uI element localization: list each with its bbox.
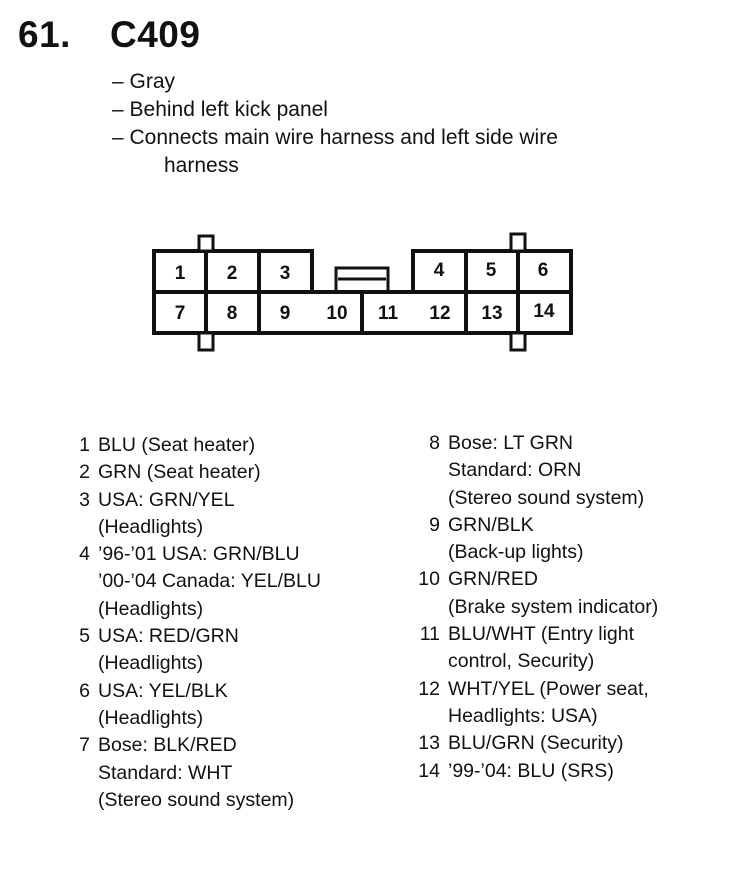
pin-description: Bose: BLK/RED (98, 734, 237, 757)
pin-number: 9 (429, 513, 440, 536)
pin-entry (60, 732, 390, 814)
pin-list-right (410, 430, 730, 785)
pin-number: 1 (79, 434, 90, 456)
pin-description: GRN/BLK (448, 513, 534, 536)
pin-description: ’99-’04: BLU (SRS) (448, 759, 614, 782)
pin-description: (Headlights) (98, 515, 204, 538)
guide-key-top-right (511, 234, 525, 251)
connector-code: C409 (110, 14, 201, 55)
pin-description: WHT/YEL (Power seat, (448, 677, 649, 700)
pin-number: 6 (79, 679, 90, 702)
pin-entry (410, 621, 730, 676)
pin-number: 12 (418, 677, 440, 700)
pin-label-9: 9 (279, 303, 291, 324)
pin-description: USA: YEL/BLK (98, 679, 228, 702)
pin-description: (Brake system indicator) (448, 595, 659, 618)
pin-number: 2 (79, 461, 90, 484)
pin-entry (60, 487, 390, 542)
pin-entry (410, 730, 730, 757)
pin-label-3: 3 (279, 263, 291, 284)
pin-entry (410, 758, 730, 785)
pin-entry (410, 676, 730, 731)
note-location: – Behind left kick panel (112, 98, 328, 121)
pin-description: (Stereo sound system) (98, 788, 295, 811)
note-color: – Gray (112, 70, 176, 93)
pin-number: 5 (79, 625, 90, 648)
pin-entry (410, 512, 730, 567)
pin-description: ’00-’04 Canada: YEL/BLU (98, 570, 321, 593)
pin-number: 14 (418, 759, 440, 782)
pin-description: BLU/WHT (Entry light (448, 623, 635, 646)
pin-label-10: 10 (326, 303, 348, 324)
pin-number: 13 (418, 732, 440, 755)
pin-description: Bose: LT GRN (448, 432, 573, 454)
pin-number: 8 (429, 432, 440, 454)
pin-description: GRN (Seat heater) (98, 461, 261, 484)
pin-label-6: 6 (537, 260, 549, 281)
pin-label-1: 1 (174, 263, 186, 284)
pin-description: (Headlights) (98, 597, 204, 620)
pin-number: 11 (419, 623, 440, 646)
pin-entry (60, 623, 390, 678)
pin-description: Standard: ORN (448, 459, 582, 482)
connector-diagram (0, 0, 736, 400)
lock-tab-icon (336, 268, 388, 292)
pin-label-4: 4 (433, 260, 445, 281)
pin-label-7: 7 (174, 303, 186, 324)
pin-description: (Headlights) (98, 652, 204, 675)
guide-key-bottom-right (511, 333, 525, 350)
pin-description: BLU (Seat heater) (98, 434, 256, 456)
item-number: 61. (18, 14, 71, 55)
pin-number: 10 (418, 568, 440, 591)
pin-description: USA: GRN/YEL (98, 488, 235, 511)
pin-label-2: 2 (226, 263, 238, 284)
pin-number: 4 (79, 543, 90, 566)
pin-label-12: 12 (429, 303, 451, 324)
pin-label-13: 13 (481, 303, 503, 324)
pin-description: ’96-’01 USA: GRN/BLU (98, 543, 300, 566)
pin-entry (60, 459, 390, 486)
pin-entry (60, 541, 390, 623)
pin-description: Headlights: USA) (448, 704, 598, 727)
pin-description: BLU/GRN (Security) (448, 732, 624, 755)
pin-list-left (60, 432, 390, 814)
pin-number: 7 (79, 734, 90, 757)
pin-description: USA: RED/GRN (98, 625, 239, 648)
pin-label-11: 11 (377, 303, 399, 324)
pin-entry (410, 566, 730, 621)
pin-number: 3 (79, 488, 90, 511)
note-connects: – Connects main wire harness and left side wire (112, 126, 558, 149)
guide-key-bottom-left (199, 333, 213, 350)
pin-label-8: 8 (226, 303, 238, 324)
pin-entry (410, 430, 730, 512)
pin-description: GRN/RED (448, 568, 538, 591)
pin-description: control, Security) (448, 650, 595, 673)
pin-description: (Headlights) (98, 706, 204, 729)
pin-entry (60, 678, 390, 733)
pin-entry (60, 432, 390, 459)
pin-description: (Stereo sound system) (448, 486, 645, 509)
pin-label-14: 14 (533, 301, 555, 322)
note-connects-cont: harness (164, 154, 239, 177)
pin-description: (Back-up lights) (448, 541, 584, 564)
pin-description: Standard: WHT (98, 761, 233, 784)
pin-label-5: 5 (485, 260, 497, 281)
guide-key-top-left (199, 236, 213, 251)
